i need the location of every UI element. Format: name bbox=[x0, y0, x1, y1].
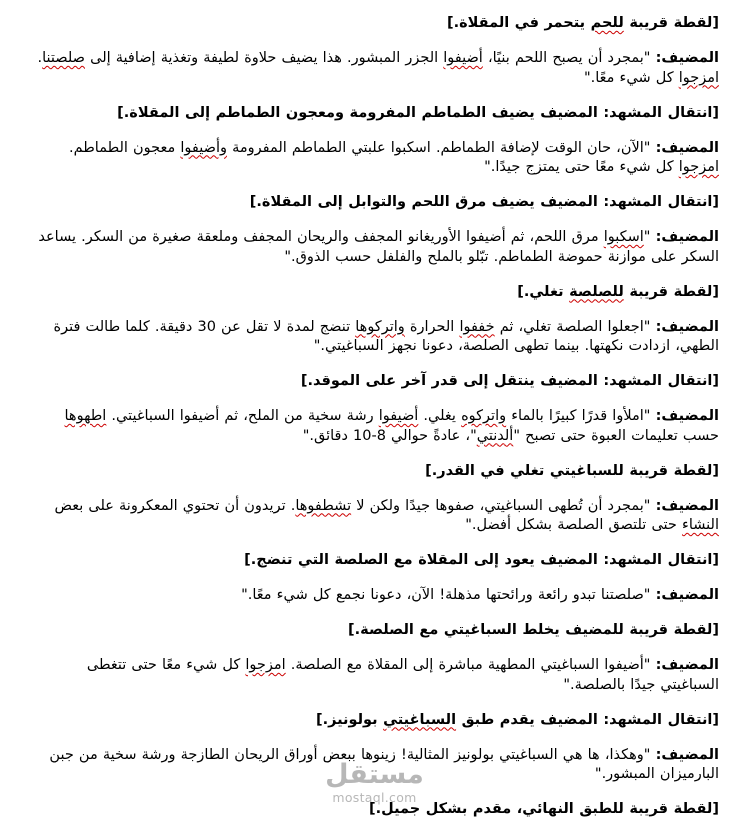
misspelled-word: النشاء bbox=[682, 517, 719, 533]
text-run: كل شيء معًا حتى يمتزج جيدًا." bbox=[484, 159, 679, 175]
misspelled-word: واتركوها bbox=[355, 318, 405, 335]
scene-direction bbox=[30, 104, 719, 124]
dialogue-paragraph bbox=[30, 139, 719, 178]
scene-direction bbox=[30, 551, 719, 571]
text-run: "بمجرد أن تُطهى السباغيتي، صفوها جيدًا ولكن لا bbox=[351, 497, 656, 514]
speaker-label: المضيف: bbox=[655, 497, 719, 514]
text-run: "اجعلوا الصلصة تغلي، ثم bbox=[494, 318, 656, 335]
text-run: كل شيء معًا حتى تتغطى السباغيتي جيدًا بالصلصة." bbox=[86, 657, 719, 693]
text-run: الجزر المبشور. هذا يضيف حلاوة لطيفة وتغذية إضافية إلى bbox=[85, 50, 444, 66]
speaker-label: المضيف: bbox=[655, 50, 719, 66]
speaker-label: المضيف: bbox=[655, 746, 719, 763]
watermark-logo-text: مستقل bbox=[325, 759, 424, 790]
dialogue-paragraph bbox=[30, 586, 719, 606]
misspelled-word: للحم bbox=[590, 15, 624, 31]
text-run: [لقطة قريبة للسباغيتي تغلي في القدر.] bbox=[425, 462, 719, 479]
dialogue-paragraph bbox=[30, 228, 719, 267]
text-run: حسب تعليمات العبوة حتى تصبح " bbox=[513, 427, 719, 444]
text-run: "بمجرد أن يصبح اللحم بنيًا، bbox=[482, 50, 656, 66]
misspelled-word: اسكبوا bbox=[603, 229, 644, 245]
misspelled-word: تشطفوها bbox=[295, 497, 352, 514]
scene-direction bbox=[30, 283, 719, 303]
misspelled-word: السباغيتي bbox=[383, 711, 457, 728]
text-run: رشة سخية من الملح، ثم أضيفوا السباغيتي. bbox=[106, 408, 379, 424]
text-run: يتحمر في المقلاة.] bbox=[446, 15, 591, 31]
misspelled-word: أضيفوا bbox=[378, 408, 419, 424]
text-run: بولونيز.] bbox=[315, 711, 384, 728]
text-run: مرق اللحم، ثم أضيفوا الأوريغانو المجفف والريحان المجفف وملعقة صغيرة من السكر. يساعد السكر على موازنة حموضة الطماطم. تبّلو بالملح والفلفل حسب الذوق." bbox=[38, 229, 719, 265]
text-run: [لقطة قريبة bbox=[623, 15, 719, 31]
text-run: "وهكذا، ها هي السباغيتي بولونيز المثالية! زينوها ببعض أوراق الريحان الطازجة ورشة سخية من جبن البارميزان المبشور." bbox=[49, 746, 719, 782]
text-run: كل شيء معًا." bbox=[583, 69, 679, 86]
text-run: [لقطة قريبة bbox=[623, 283, 719, 300]
misspelled-word: أضيفوا bbox=[443, 50, 483, 66]
dialogue-paragraph bbox=[30, 407, 719, 446]
speaker-label: المضيف: bbox=[655, 139, 719, 156]
misspelled-word: صلصتنا bbox=[42, 50, 85, 66]
text-run: [انتقال المشهد: المضيف يضيف الطماطم المفرومة ومعجون الطماطم إلى المقلاة.] bbox=[117, 104, 719, 121]
scene-direction bbox=[30, 462, 719, 482]
misspelled-word: خففوا bbox=[459, 318, 495, 335]
text-run: "أضيفوا السباغيتي المطهية مباشرة إلى المقلاة مع الصلصة. bbox=[285, 657, 656, 673]
text-run: يغلي. bbox=[418, 408, 462, 424]
text-run: "املأوا قدرًا كبيرًا بالماء bbox=[506, 408, 656, 424]
dialogue-paragraph bbox=[30, 746, 719, 785]
watermark-url: mostaql.com bbox=[332, 790, 417, 805]
dialogue-paragraph bbox=[30, 497, 719, 536]
text-run: . bbox=[37, 50, 43, 66]
text-run: "، عادةً حوالي 8-10 دقائق." bbox=[302, 427, 477, 444]
speaker-label: المضيف: bbox=[655, 229, 719, 245]
document-body bbox=[30, 14, 719, 820]
misspelled-word: اطهوها bbox=[64, 408, 107, 424]
misspelled-word: للصلصة bbox=[569, 283, 624, 300]
speaker-label: المضيف: bbox=[655, 318, 719, 335]
misspelled-word: واتركوه bbox=[461, 408, 507, 424]
speaker-label: المضيف: bbox=[655, 408, 719, 424]
text-run: "الآن، حان الوقت لإضافة الطماطم. اسكبوا علبتي الطماطم المفرومة bbox=[226, 139, 656, 156]
misspelled-word: امزجوا bbox=[678, 159, 719, 175]
scene-direction bbox=[30, 372, 719, 392]
misspelled-word: امزجوا bbox=[245, 657, 286, 673]
text-run: [لقطة قريبة للطبق النهائي، مقدم بشكل جميل.] bbox=[369, 801, 719, 817]
dialogue-paragraph bbox=[30, 656, 719, 695]
text-run: تغلي.] bbox=[517, 283, 570, 300]
misspelled-word: وأضيفوا bbox=[180, 139, 227, 156]
misspelled-word: امزجوا bbox=[678, 69, 719, 86]
text-run: " bbox=[643, 229, 656, 245]
speaker-label: المضيف: bbox=[655, 587, 719, 603]
text-run: [انتقال المشهد: المضيف يقدم طبق bbox=[456, 711, 719, 728]
text-run: حتى تلتصق الصلصة بشكل أفضل." bbox=[465, 517, 682, 533]
speaker-label: المضيف: bbox=[655, 657, 719, 673]
scene-direction bbox=[30, 193, 719, 213]
text-run: [انتقال المشهد: المضيف يضيف مرق اللحم والتوابل إلى المقلاة.] bbox=[249, 194, 719, 210]
scene-direction bbox=[30, 14, 719, 34]
misspelled-word: ألدنتي bbox=[476, 427, 514, 444]
text-run: [انتقال المشهد: المضيف ينتقل إلى قدر آخر على الموقد.] bbox=[300, 373, 719, 389]
text-run: . تريدون أن تحتوي المعكرونة على بعض bbox=[54, 497, 296, 514]
scene-direction bbox=[30, 800, 719, 820]
dialogue-paragraph bbox=[30, 49, 719, 88]
text-run: [انتقال المشهد: المضيف يعود إلى المقلاة مع الصلصة التي تنضج.] bbox=[244, 552, 719, 568]
text-run: "صلصتنا تبدو رائعة ورائحتها مذهلة! الآن، دعونا نجمع كل شيء معًا." bbox=[241, 587, 656, 603]
scene-direction bbox=[30, 711, 719, 731]
text-run: [لقطة قريبة للمضيف يخلط السباغيتي مع الصلصة.] bbox=[348, 622, 719, 638]
text-run: تنضج لمدة لا تقل عن 30 دقيقة. كلما طالت فترة الطهي، ازدادت نكهتها. بينما تطهى الصلصة، دعونا نجهز السباغيتي." bbox=[53, 318, 719, 354]
text-run: معجون الطماطم. bbox=[68, 139, 181, 156]
text-run: الحرارة bbox=[404, 318, 460, 335]
dialogue-paragraph bbox=[30, 318, 719, 357]
scene-direction bbox=[30, 621, 719, 641]
